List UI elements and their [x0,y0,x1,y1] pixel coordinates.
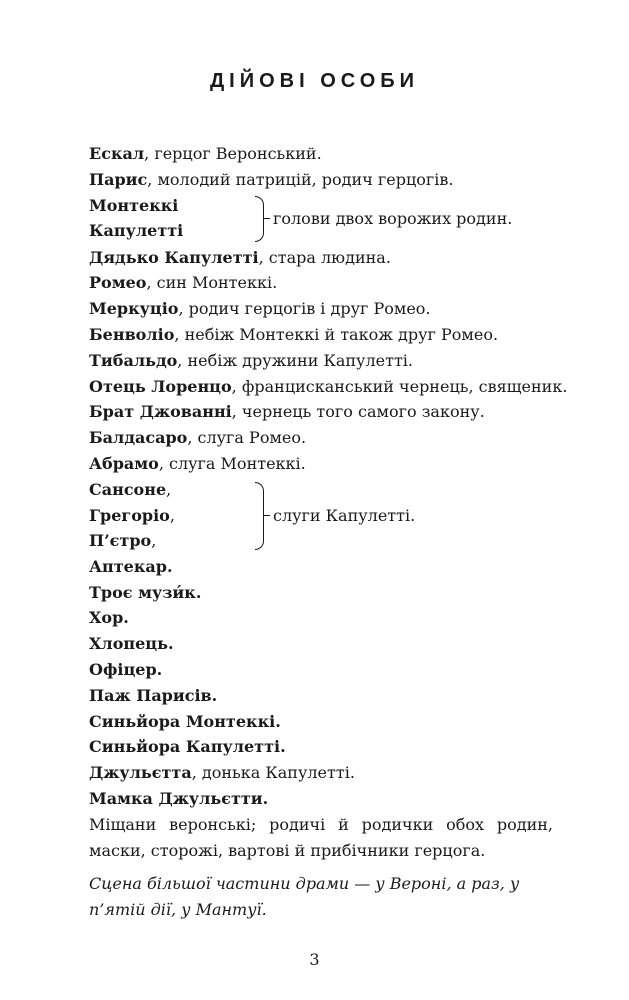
character-description: , слуга Ромео. [187,428,307,448]
character-description: . [123,608,129,628]
character-description: . [167,634,174,654]
character-name: Мамка Джульєтти [89,788,263,808]
character-description: , молодий патрицій, родич герцогів. [147,169,454,189]
group-description: слуги Капулетті. [273,505,416,525]
list-item [89,322,553,348]
character-description: . [275,711,281,731]
character-description: . [211,685,218,705]
character-name: Сансоне [89,479,167,499]
brace-tip [264,218,270,219]
list-item [89,760,553,786]
character-name: Хлопець [89,634,168,654]
group-description: голови двох ворожих родин. [273,208,513,228]
character-name: Бенволіо [89,324,175,344]
list-item [89,451,553,477]
character-name: Монтеккі [89,195,179,215]
brace-icon [255,482,264,550]
character-name: Паж Парисів [89,685,212,705]
character-description: . [195,582,202,602]
character-description: , чернець того самого закону. [231,402,485,422]
brace-group-servants [89,477,553,554]
brace-group-heads [89,193,553,245]
character-name: Абрамо [89,453,159,473]
list-item [89,167,553,193]
list-item [89,296,553,322]
character-name: Меркуціо [89,299,179,319]
character-name: Ромео [89,273,147,293]
character-name: Капулетті [89,221,184,241]
character-description: . [166,556,173,576]
character-description: , францисканський чернець, священик. [231,376,568,396]
character-name: Синьйора Монтеккі [89,711,276,731]
character-name: Джульєтта [89,763,192,783]
page-title: ДІЙОВІ ОСОБИ [209,70,420,92]
list-item [89,709,553,735]
list-item [89,786,553,812]
character-name: Грегоріо [89,505,170,525]
character-description: , син Монтеккі. [146,273,278,293]
list-item [89,374,568,400]
crowd-description: Міщани веронські; родичі й родички обох родин, маски, сторожі, вартові й прибічники герцога. [89,814,553,860]
character-description: , герцог Веронський. [144,144,322,163]
list-item [89,580,553,606]
list-item [89,631,553,657]
character-name: Хор [89,608,124,628]
list-item: Сансоне, [89,479,172,499]
page-number: 3 [309,950,320,969]
character-name: Парис [89,169,148,189]
character-description: . [262,788,269,808]
list-item [89,683,553,709]
character-name: Ескал [89,144,145,163]
character-description: , слуга Монтеккі. [158,453,306,473]
list-item: Грегоріо, [89,505,175,525]
character-name: Троє музи́к [89,582,196,602]
list-item [89,141,553,167]
character-description: , родич герцогів і друг Ромео. [178,299,431,319]
character-description: , стара людина. [258,247,391,267]
character-name: Офіцер [89,659,157,679]
list-item [89,399,553,425]
list-item: П’єтро, [89,531,157,551]
list-item [89,734,553,760]
list-item [89,425,553,451]
character-name: Тибальдо [89,350,178,370]
character-description: , донька Капулетті. [191,763,355,783]
scene-note: Сцена більшої частини драми — у Вероні, а раз, у п’ятій дії, у Мантуї. [89,874,520,919]
character-name: П’єтро [89,531,152,551]
cast-list [89,141,568,863]
list-item [89,245,553,271]
character-name: Аптекар [89,556,167,576]
character-name: Синьйора Капулетті [89,737,281,757]
character-name: Брат Джованні [89,402,232,422]
character-name: Отець Лоренцо [89,376,232,396]
character-description: , небіж Монтеккі й також друг Ромео. [174,324,499,344]
character-description: . [156,659,163,679]
list-item [89,554,553,580]
list-item [89,270,553,296]
list-item [89,657,553,683]
list-item [89,348,553,374]
brace-tip [264,515,270,516]
character-name: Дядько Капулетті [89,247,259,267]
brace-icon [255,196,264,242]
character-name: Балдасаро [89,428,188,448]
list-item [89,605,553,631]
character-description: , небіж дружини Капулетті. [177,350,413,370]
character-description: . [280,737,286,757]
